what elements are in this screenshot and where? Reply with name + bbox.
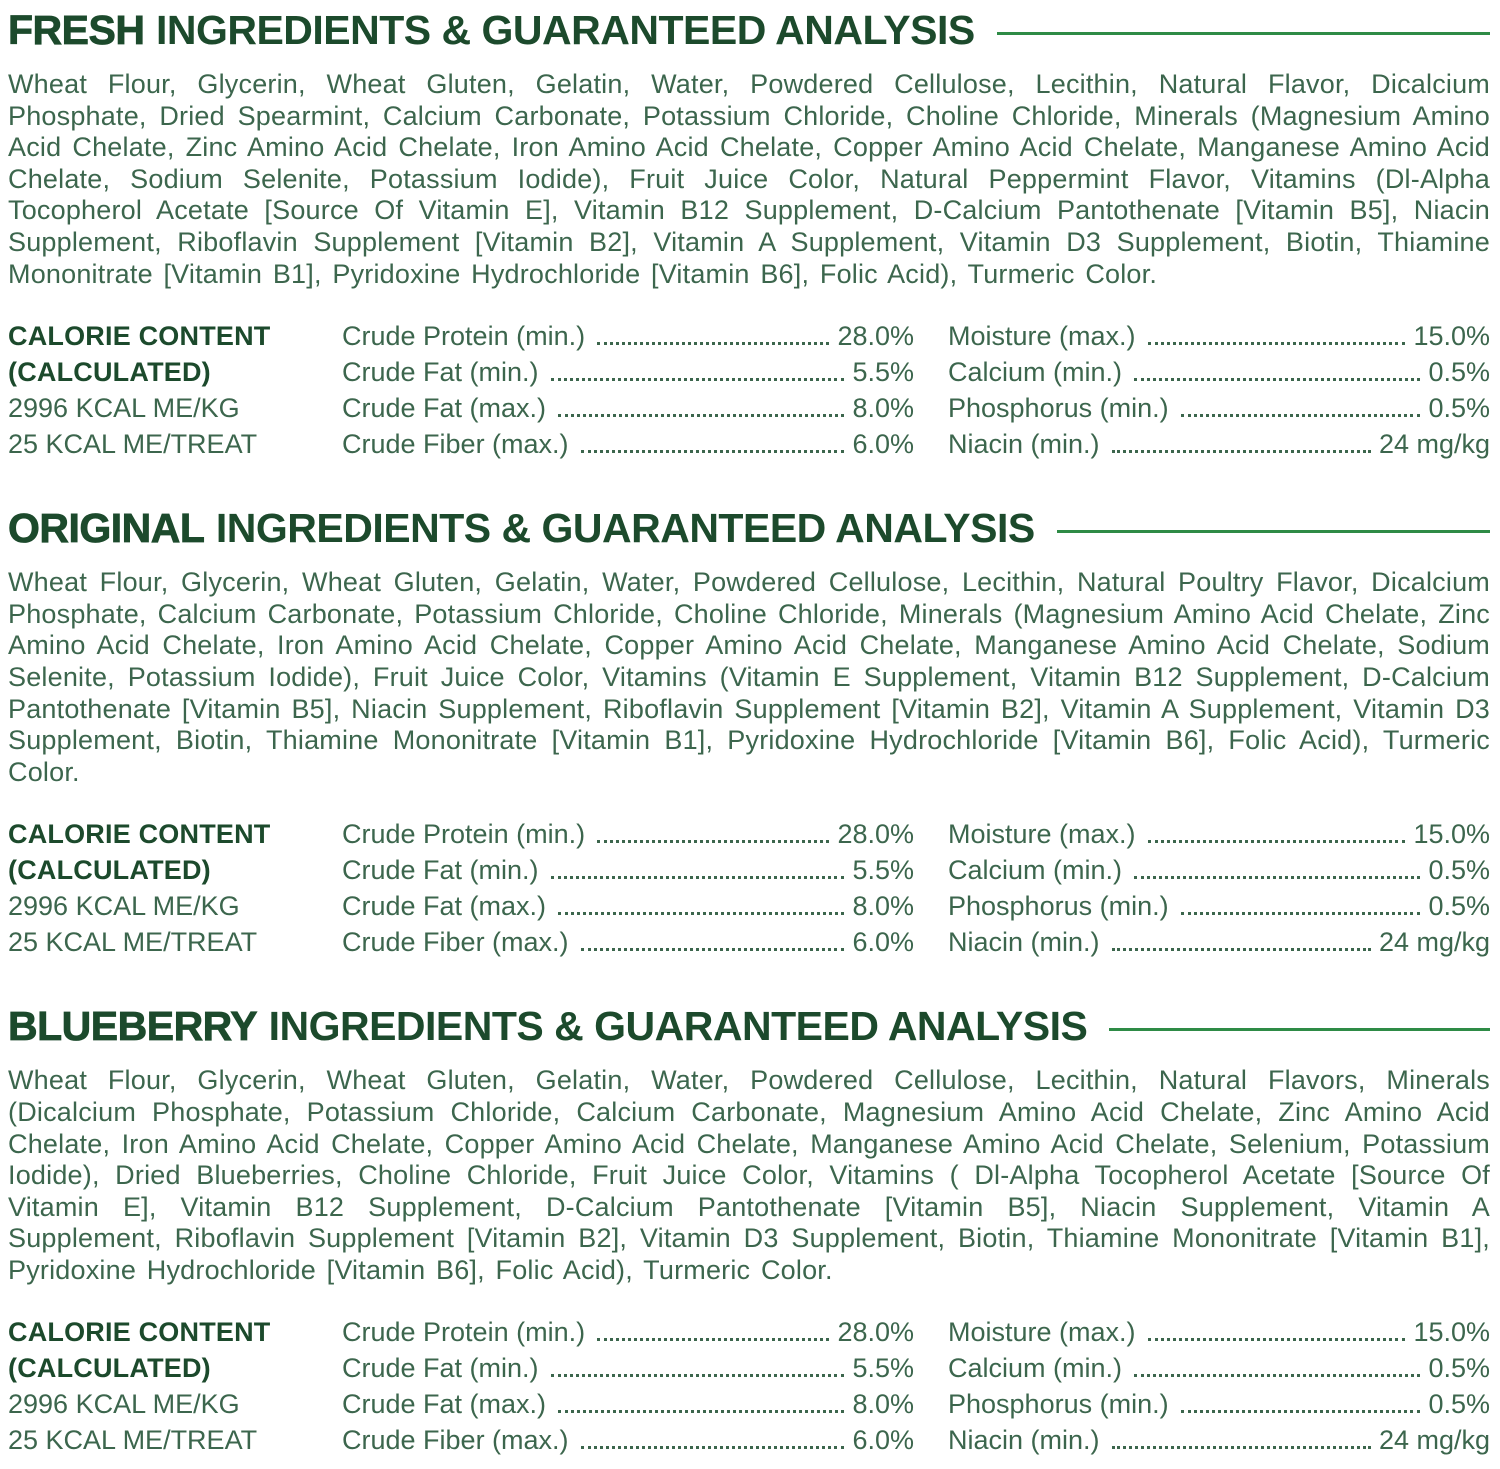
analysis-value: 8.0% [852,1389,914,1420]
analysis-value: 0.5% [1428,357,1490,388]
analysis-value: 6.0% [852,1425,914,1456]
section-title [8,8,975,53]
kcal-per-treat: 25 KCAL ME/TREAT [8,429,258,460]
section-title [8,1004,1087,1049]
analysis-value: 6.0% [852,429,914,460]
heading-rest: INGREDIENTS & GUARANTEED ANALYSIS [215,505,1035,552]
analysis-label: Phosphorus (min.) [948,1389,1169,1420]
analysis-value: 8.0% [852,393,914,424]
analysis-value: 5.5% [852,855,914,886]
analysis-value: 15.0% [1413,321,1490,352]
analysis-label: Crude Fiber (max.) [342,1425,569,1456]
guaranteed-analysis-grid [8,816,1490,960]
calorie-calculated-label: (CALCULATED) [8,357,211,388]
analysis-row [948,1350,1490,1386]
analysis-row [342,426,914,462]
dot-leader [558,912,844,915]
analysis-value: 15.0% [1413,819,1490,850]
analysis-row [948,354,1490,390]
analysis-label: Niacin (min.) [948,1425,1100,1456]
section-title [8,506,1035,551]
kcal-per-kg: 2996 KCAL ME/KG [8,1389,240,1420]
section-original [8,506,1490,960]
dot-leader [1112,450,1371,453]
analysis-label: Crude Fat (min.) [342,1353,539,1384]
analysis-label: Calcium (min.) [948,357,1123,388]
analysis-column-left [342,318,914,462]
calorie-content-block [8,318,308,462]
analysis-label: Crude Fat (max.) [342,1389,547,1420]
analysis-column-right [948,816,1490,960]
analysis-value: 24 mg/kg [1378,1425,1490,1456]
analysis-label: Phosphorus (min.) [948,891,1169,922]
analysis-row [342,816,914,852]
dot-leader [1181,1410,1421,1413]
analysis-label: Moisture (max.) [948,1317,1136,1348]
heading-rule [1109,1028,1490,1031]
dot-leader [1112,1446,1371,1449]
calorie-content-title: CALORIE CONTENT [8,321,271,352]
guaranteed-analysis-grid [8,318,1490,462]
dot-leader [551,378,845,381]
dot-leader [1134,378,1420,381]
kcal-per-kg: 2996 KCAL ME/KG [8,891,240,922]
analysis-label: Moisture (max.) [948,321,1136,352]
heading-rest: INGREDIENTS & GUARANTEED ANALYSIS [268,1003,1088,1050]
dot-leader [597,1338,829,1341]
calorie-content-block [8,1314,308,1458]
dot-leader [551,876,845,879]
dot-leader [1181,414,1421,417]
analysis-value: 0.5% [1428,393,1490,424]
analysis-row [342,354,914,390]
analysis-row [342,318,914,354]
analysis-row [948,390,1490,426]
dot-leader [558,414,844,417]
calorie-content-block [8,816,308,960]
flavor-name: FRESH [8,7,145,53]
analysis-row [342,852,914,888]
dot-leader [1181,912,1421,915]
heading-rest: INGREDIENTS & GUARANTEED ANALYSIS [155,7,975,53]
calorie-content-title: CALORIE CONTENT [8,819,271,850]
analysis-value: 28.0% [837,819,914,850]
analysis-row [948,888,1490,924]
dot-leader [1134,876,1420,879]
analysis-value: 28.0% [837,321,914,352]
heading-rule [1057,530,1490,533]
analysis-row [948,426,1490,462]
calorie-content-title: CALORIE CONTENT [8,1317,271,1348]
dot-leader [1148,1338,1406,1341]
analysis-value: 24 mg/kg [1378,927,1490,958]
analysis-column-left [342,1314,914,1458]
analysis-row [948,816,1490,852]
analysis-label: Crude Fat (min.) [342,357,539,388]
kcal-per-treat: 25 KCAL ME/TREAT [8,927,258,958]
dot-leader [581,450,845,453]
dot-leader [1148,840,1406,843]
analysis-label: Crude Protein (min.) [342,321,586,352]
analysis-label: Niacin (min.) [948,927,1100,958]
dot-leader [597,342,829,345]
kcal-per-kg: 2996 KCAL ME/KG [8,393,240,424]
ingredients-paragraph: Wheat Flour, Glycerin, Wheat Gluten, Gelatin, Water, Powdered Cellulose, Lecithin, Natural Flavors, Minerals (Dicalcium Phosphate, Potassium Chloride, Calcium Carbonate, Magnesium Amino Acid Chelate, Zinc Amino Acid Chelate, Iron Amino Acid Chelate, Copper Amino Acid Chelate, Manganese Amino Acid Chelate, Selenium, Potassium Iodide), Dried Blueberries, Choline Chloride, Fruit Juice Color, Vitamins ( Dl-Alpha Tocopherol Acetate [Source Of Vitamin E], Vitamin B12 Supplement, D-Calcium Pantothenate [Vitamin B5], Niacin Supplement, Vitamin A Supplement, Riboflavin Supplement [Vitamin B2], Vitamin D3 Supplement, Biotin, Thiamine Mononitrate [Vitamin B1], Pyridoxine Hydrochloride [Vitamin B6], Folic Acid), Turmeric Color. [8,1065,1490,1285]
analysis-row [342,924,914,960]
analysis-row [342,390,914,426]
calorie-calculated-label: (CALCULATED) [8,855,211,886]
analysis-label: Phosphorus (min.) [948,393,1169,424]
analysis-row [948,1386,1490,1422]
dot-leader [1112,948,1371,951]
analysis-row [342,1314,914,1350]
analysis-label: Crude Fat (max.) [342,891,547,922]
kcal-per-treat: 25 KCAL ME/TREAT [8,1425,258,1456]
analysis-value: 5.5% [852,1353,914,1384]
analysis-column-right [948,1314,1490,1458]
analysis-value: 0.5% [1428,855,1490,886]
analysis-label: Crude Fat (min.) [342,855,539,886]
analysis-label: Niacin (min.) [948,429,1100,460]
analysis-value: 5.5% [852,357,914,388]
analysis-value: 24 mg/kg [1378,429,1490,460]
analysis-value: 0.5% [1428,1353,1490,1384]
analysis-value: 28.0% [837,1317,914,1348]
ingredients-paragraph: Wheat Flour, Glycerin, Wheat Gluten, Gelatin, Water, Powdered Cellulose, Lecithin, Natural Poultry Flavor, Dicalcium Phosphate, Calcium Carbonate, Potassium Chloride, Choline Chloride, Minerals (Magnesium Amino Acid Chelate, Zinc Amino Acid Chelate, Iron Amino Acid Chelate, Copper Amino Acid Chelate, Manganese Amino Acid Chelate, Sodium Selenite, Potassium Iodide), Fruit Juice Color, Vitamins (Vitamin E Supplement, Vitamin B12 Supplement, D-Calcium Pantothenate [Vitamin B5], Niacin Supplement, Riboflavin Supplement [Vitamin B2], Vitamin A Supplement, Vitamin D3 Supplement, Biotin, Thiamine Mononitrate [Vitamin B1], Pyridoxine Hydrochloride [Vitamin B6], Folic Acid), Turmeric Color. [8,567,1490,787]
dot-leader [581,948,845,951]
dot-leader [1148,342,1406,345]
analysis-row [948,852,1490,888]
analysis-row [342,1422,914,1458]
analysis-label: Crude Fat (max.) [342,393,547,424]
guaranteed-analysis-grid [8,1314,1490,1458]
analysis-value: 0.5% [1428,1389,1490,1420]
analysis-column-left [342,816,914,960]
analysis-column-right [948,318,1490,462]
analysis-row [342,1386,914,1422]
flavor-name: BLUEBERRY [8,1003,258,1050]
section-fresh [8,8,1490,462]
analysis-value: 15.0% [1413,1317,1490,1348]
analysis-label: Crude Fiber (max.) [342,429,569,460]
analysis-value: 0.5% [1428,891,1490,922]
analysis-label: Calcium (min.) [948,855,1123,886]
analysis-row [948,318,1490,354]
section-heading-original [8,506,1490,551]
section-heading-fresh [8,8,1490,53]
section-heading-blueberry [8,1004,1490,1049]
dot-leader [558,1410,844,1413]
analysis-label: Moisture (max.) [948,819,1136,850]
flavor-name: ORIGINAL [8,505,205,552]
analysis-row [948,924,1490,960]
analysis-label: Crude Fiber (max.) [342,927,569,958]
analysis-row [948,1422,1490,1458]
dot-leader [1134,1374,1420,1377]
dot-leader [581,1446,845,1449]
analysis-value: 6.0% [852,927,914,958]
analysis-row [948,1314,1490,1350]
heading-rule [997,32,1490,35]
analysis-label: Crude Protein (min.) [342,1317,586,1348]
section-blueberry [8,1004,1490,1458]
analysis-label: Calcium (min.) [948,1353,1123,1384]
analysis-row [342,1350,914,1386]
analysis-value: 8.0% [852,891,914,922]
analysis-row [342,888,914,924]
dot-leader [551,1374,845,1377]
calorie-calculated-label: (CALCULATED) [8,1353,211,1384]
dot-leader [597,840,829,843]
analysis-label: Crude Protein (min.) [342,819,586,850]
ingredients-paragraph: Wheat Flour, Glycerin, Wheat Gluten, Gelatin, Water, Powdered Cellulose, Lecithin, Natural Flavor, Dicalcium Phosphate, Dried Spearmint, Calcium Carbonate, Potassium Chloride, Choline Chloride, Minerals (Magnesium Amino Acid Chelate, Zinc Amino Acid Chelate, Iron Amino Acid Chelate, Copper Amino Acid Chelate, Manganese Amino Acid Chelate, Sodium Selenite, Potassium Iodide), Fruit Juice Color, Natural Peppermint Flavor, Vitamins (Dl-Alpha Tocopherol Acetate [Source Of Vitamin E], Vitamin B12 Supplement, D-Calcium Pantothenate [Vitamin B5], Niacin Supplement, Riboflavin Supplement [Vitamin B2], Vitamin A Supplement, Vitamin D3 Supplement, Biotin, Thiamine Mononitrate [Vitamin B1], Pyridoxine Hydrochloride [Vitamin B6], Folic Acid), Turmeric Color. [8,69,1490,289]
